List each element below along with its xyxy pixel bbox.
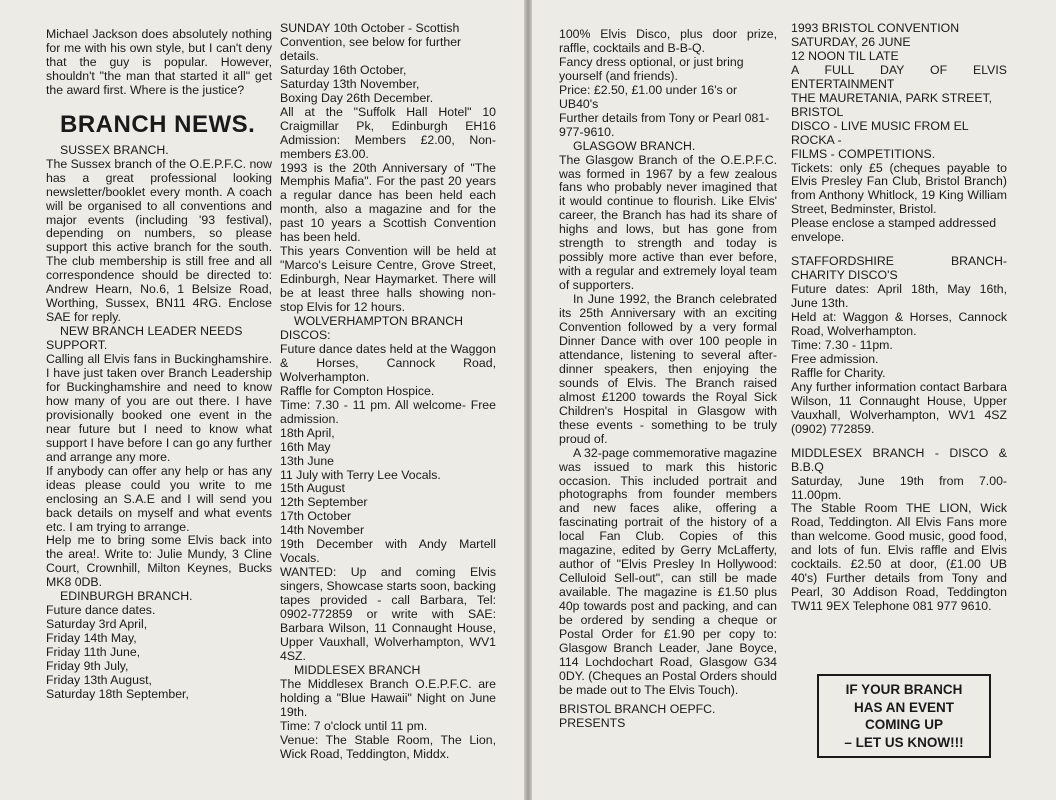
staffordshire-free: Free admission. [791,351,879,366]
event-callout-line: COMING UP [864,717,943,732]
wanted-paragraph: WANTED: Up and coming Elvis singers, Showcase starts soon, backing tapes provided - call Barbara, Tel: 0902-772859 or write with SAE: Barbara Wilson, 11 Connaught House, Upper Vauxhall, Wolverhampton, WV1 4SZ. [280,565,496,663]
leader-body-1: Calling all Elvis fans in Buckinghamshire. I have just taken over Branch Leadership for Buckinghamshire and need to know how many of you are out there. I have provisionally booked one event in the near future but I need to know what support I have before I can go any further and arrange any more. [46,352,272,464]
raffle-line: Raffle for Compton Hospice. [280,383,435,398]
glasgow-paragraph-1: The Glasgow Branch of the O.E.P.F.C. was formed in 1967 by a few zealous fans who probably never imagined that it would continue to flourish. Like Elvis' career, the Branch has had its share of highs and lows, but has gone from strength to strength and today is possibly more active than ever before, with a regular and extremely loyal team of supporters. [559,152,777,293]
middlesex-body: The Middlesex Branch O.E.P.F.C. are holding a "Blue Hawaii" Night on June 19th. [280,676,496,719]
wolverhampton-date: 13th June [280,453,335,468]
edinburgh-date: Boxing Day 26th December. [280,90,434,105]
staffordshire-title: STAFFORDSHIRE BRANCH-CHARITY DISCO'S [791,254,1007,283]
wolverhampton-title: WOLVERHAMPTON BRANCH DISCOS: [280,314,463,342]
disco-line: 100% Elvis Disco, plus door prize, raffle, cocktails and B-B-Q. [559,27,777,55]
middlesex-disco-date: Saturday, June 19th from 7.00-11.00pm. [791,473,1007,502]
leader-body-3: Help me to bring some Elvis back into the area!. Write to: Julie Mundy, 3 Cline Court, Crownhill, Milton Keynes, Bucks MK8 0DB. [46,533,272,590]
bristol-convention-line: 1993 BRISTOL CONVENTION [791,21,960,35]
bristol-title: BRISTOL BRANCH OEPFC. [559,701,716,716]
edinburgh-date: Friday 9th July, [46,659,129,674]
branch-news-heading: BRANCH NEWS. [60,110,256,138]
fancy-dress-line: Fancy dress optional, or just bring yourself (and friends). [559,54,744,83]
disco-live-line: DISCO - LIVE MUSIC FROM EL ROCKA - [791,118,969,147]
column-2 [280,22,496,762]
wolverhampton-date: 11 July with Terry Lee Vocals. [280,467,441,482]
films-line: FILMS - COMPETITIONS. [791,146,936,161]
staffordshire-contact: Any further information contact Barbara Wilson, 11 Connaught House, Upper Vauxhall, Wolverhampton, WV1 4SZ (0902) 772859. [791,379,1007,436]
venue-line: THE MAURETANIA, PARK STREET, [791,90,993,105]
wolverhampton-date: 14th November [280,523,365,538]
time-line: Time: 7.30 - 11 pm. All welcome- Free admission. [280,397,496,426]
middlesex-time: Time: 7 o'clock until 11 pm. [280,718,428,733]
event-callout-line: – LET US KNOW!!! [844,734,964,750]
staffordshire-held: Held at: Waggon & Horses, Cannock Road, Wolverhampton. [791,310,1007,339]
glasgow-paragraph-3: A 32-page commemorative magazine was issued to mark this historic occasion. This included portrait and photographs from founder members and new faces alike, offering a fascinating portrait of the history of a local Fan Club. Copies of this magazine, edited by Gerry McLafferty, author of "Elvis Presley In Hollywood: Celluloid Sell-out", can still be made available. The magazine is £1.50 plus 40p towards post and packing, and can be ordered by sending a cheque or Postal Order for £1.90 per copy to: Glasgow Branch Leader, Jane Boyce, 114 Lochdochart Road, Glasgow G34 0DY. (Cheques an Postal Orders should be made out to The Elvis Touch). [559,445,777,697]
venue-line: BRISTOL [791,104,844,119]
event-callout-line: IF YOUR BRANCH [845,682,963,697]
middlesex-disco-body: The Stable Room THE LION, Wick Road, Teddington. All Elvis Fans more than welcome. Good music, good food, and lots of fun. Elvis raffle and Elvis cocktails. £2.50 at door, (£1.00 UB 40's) Further details from Tony and Pearl, 30 Addison Road, Teddington TW11 9EX Telephone 081 977 9610. [791,501,1007,614]
full-day-line: A FULL DAY OF ELVIS ENTERTAINMENT [791,62,1007,91]
glasgow-title: GLASGOW BRANCH. [573,138,696,153]
edinburgh-date: Saturday 18th September, [46,686,189,701]
wolverhampton-date: 17th October [280,509,352,524]
enclose-line: Please enclose a stamped addressed envelope. [791,216,997,245]
edinburgh-date: Friday 13th August, [46,672,152,687]
leader-title: NEW BRANCH LEADER NEEDS SUPPORT. [46,324,243,353]
sussex-body: The Sussex branch of the O.E.P.F.C. now has a great professional looking newsletter/booklet every month. A coach will be organised to all conventions and major events (including '93 festival), depending on numbers, so please support this active branch for the south. The club membership is still free and all correspondence should be directed to: Andrew Hearn, No.6, 1 Belsize Road, Worthing, Sussex, BN11 4RG. Enclose SAE for reply. [46,156,273,325]
wolverhampton-date: 16th May [280,439,331,454]
presents-line: PRESENTS [559,715,626,730]
bristol-convention-line: SATURDAY, 26 JUNE [791,34,911,49]
leader-body-2: If anybody can offer any help or has any ideas please could you write to me enclosing an S.A.E and I will send you back details on myself and what events etc. I am trying to arrange. [46,463,272,534]
edinburgh-date: Friday 11th June, [46,645,141,660]
sussex-title: SUSSEX BRANCH. [60,142,169,157]
middlesex-disco-title: MIDDLESEX BRANCH - DISCO & B.B.Q [791,445,1007,474]
column-4 [791,22,1007,614]
column-3 [559,28,777,731]
edinburgh-date: Saturday 3rd April, [46,617,148,632]
edinburgh-date: Future dance dates. [46,603,156,618]
edinburgh-date: Friday 14th May, [46,631,137,646]
bristol-convention-line: 12 NOON TIL LATE [791,48,899,63]
staffordshire-time: Time: 7.30 - 11pm. [791,337,893,352]
scottish-convention-line: SUNDAY 10th October - Scottish Convention, see below for further [280,21,462,49]
column-1 [46,28,272,702]
middlesex-venue: Venue: The Stable Room, The Lion, Wick Road, Teddington, Middx. [280,732,496,761]
page-spine [524,0,532,800]
staffordshire-raffle: Raffle for Charity. [791,365,886,380]
middlesex-title: MIDDLESEX BRANCH [294,662,421,677]
event-callout-line: HAS AN EVENT [853,699,954,715]
edinburgh-title: EDINBURGH BRANCH. [60,589,193,604]
edinburgh-venue: All at the "Suffolk Hall Hotel" 10 Craigmillar Pk, Edinburgh EH16 Admission: Members £2.00, Non-members £3.00. [280,104,496,161]
memphis-mafia-paragraph: 1993 is the 20th Anniversary of "The Memphis Mafia". For the past 20 years a regular dance has been held each month, also a magazine and for the past 10 years a Scottish Convention has been held. [280,160,496,245]
wolverhampton-date: 15th August [280,481,345,496]
event-callout-box [817,674,991,758]
wolverhampton-body: Future dance dates held at the Waggon & Horses, Cannock Road, Wolverhampton. [280,341,496,384]
details-contact: Further details from Tony or Pearl 081-977-9610. [559,110,770,139]
wolverhampton-date: 18th April, [280,425,335,440]
intro-paragraph: Michael Jackson does absolutely nothing for me with his own style, but I can't deny that the guy is popular. However, shouldn't "the man that started it all" get the award first. Where is the justice? [46,27,272,97]
price-line: Price: £2.50, £1.00 under 16's or UB40's [559,82,738,111]
staffordshire-dates: Future dates: April 18th, May 16th, June 13th. [791,282,1007,311]
edinburgh-date: Saturday 13th November, [280,76,420,91]
edinburgh-date: Saturday 16th October, [280,62,407,77]
tickets-paragraph: Tickets: only £5 (cheques payable to Elvis Presley Fan Club, Bristol Branch) from Anthony Whitlock, 19 King William Street, Bedminster, Bristol. [791,160,1007,217]
details-line: details. [280,48,319,63]
convention-paragraph: This years Convention will be held at "Marco's Leisure Centre, Grove Street, Edinburgh, Near Haymarket. There will be at least three halls showing non-stop Elvis for 12 hours. [280,244,496,315]
december-line: 19th December with Andy Martell Vocals. [280,537,496,566]
wolverhampton-date: 12th September [280,495,368,510]
glasgow-paragraph-2: In June 1992, the Branch celebrated its 25th Anniversary with an exciting Convention followed by a very formal Dinner Dance with over 100 people in attendance, listening to several after-dinner speakers, then enjoying the sounds of Elvis. The Branch raised almost £1200 towards the Royal Sick Children's Hospital in Glasgow with these events - something to be truly proud of. [559,292,777,446]
